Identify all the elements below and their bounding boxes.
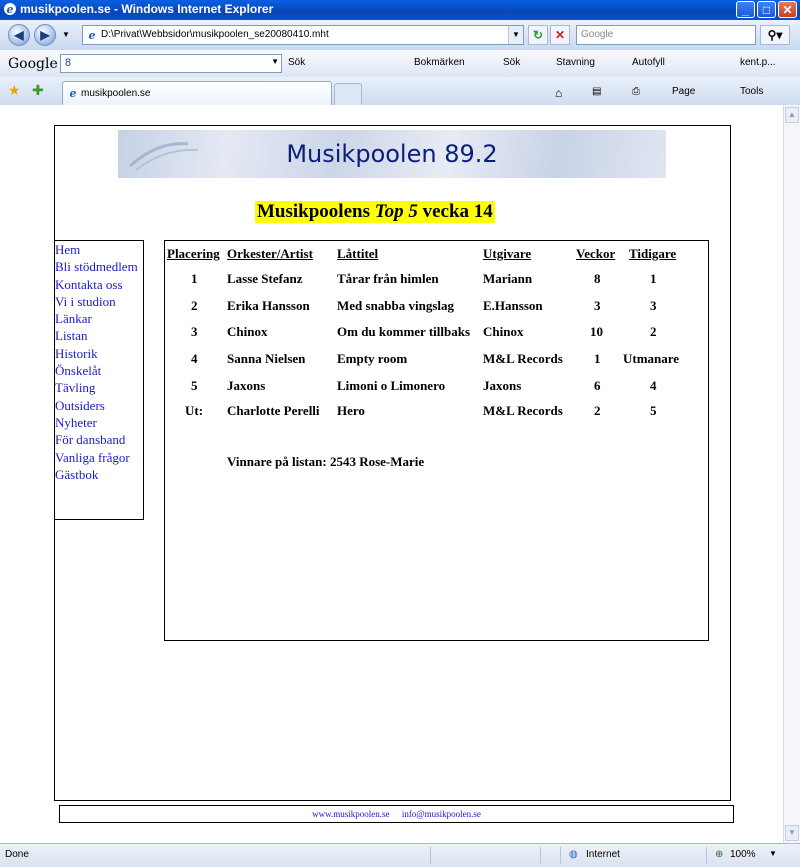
svg-text:e: e — [88, 29, 96, 41]
minimize-button[interactable]: _ — [736, 1, 755, 18]
svg-text:e: e — [6, 3, 14, 16]
tab-page-icon — [67, 87, 79, 99]
tools-menu[interactable]: Tools — [740, 86, 764, 97]
close-button[interactable]: ✕ — [778, 1, 797, 18]
google-dropdown-icon[interactable]: ▼ — [271, 57, 279, 66]
nav-bli-stodmedlem[interactable]: Bli stödmedlem — [55, 259, 138, 275]
winner-line — [227, 454, 424, 470]
maximize-button[interactable]: □ — [757, 1, 776, 18]
add-favorites-icon[interactable]: ✚ — [32, 82, 44, 98]
header-placering: Placering — [167, 246, 220, 261]
nav-nyheter[interactable]: Nyheter — [55, 414, 97, 430]
status-text: Done — [5, 849, 29, 860]
nav-hem[interactable]: Hem — [55, 242, 81, 257]
google-toolbar — [0, 50, 800, 78]
nav-for-dansband[interactable]: För dansband — [55, 432, 126, 448]
tab-bar — [0, 77, 800, 106]
window-title: musikpoolen.se - Windows Internet Explorer — [20, 2, 274, 16]
feeds-icon[interactable]: ▤ — [592, 86, 602, 97]
zoom-level[interactable]: 100% — [730, 849, 756, 860]
account-button[interactable]: kent.p... — [740, 57, 776, 68]
google-sok-button[interactable]: Sök — [503, 57, 521, 68]
page-footer — [59, 805, 734, 823]
header-tidigare: Tidigare — [629, 246, 677, 261]
page-frame — [54, 125, 731, 801]
google-search-input[interactable]: 8 ▼ — [60, 54, 282, 73]
search-button[interactable]: ⚲▾ — [760, 25, 790, 45]
home-icon[interactable]: ⌂ — [555, 86, 563, 100]
nav-vi-i-studion[interactable]: Vi i studion — [55, 293, 116, 309]
new-tab-button[interactable] — [334, 83, 362, 105]
header-artist: Orkester/Artist — [227, 246, 313, 261]
page-icon — [86, 29, 98, 41]
address-bar[interactable] — [82, 25, 524, 45]
scroll-down-icon[interactable]: ▼ — [785, 825, 799, 841]
banner — [118, 130, 666, 178]
footer-email-link[interactable]: info@musikpoolen.se — [401, 809, 481, 819]
google-search-button[interactable]: Sök — [288, 57, 306, 68]
favorites-star-icon[interactable]: ★ — [8, 82, 21, 98]
tab-label: musikpoolen.se — [81, 88, 151, 99]
print-icon[interactable]: ⎙ — [632, 86, 640, 97]
zoom-icon: ⊕ — [715, 849, 724, 860]
nav-lankar[interactable]: Länkar — [55, 311, 92, 327]
ie-logo-icon — [3, 2, 17, 16]
bookmarks-button[interactable]: Bokmärken — [414, 57, 465, 68]
nav-kontakta-oss[interactable]: Kontakta oss — [55, 276, 123, 292]
vertical-scrollbar[interactable] — [783, 105, 800, 843]
header-utgivare: Utgivare — [483, 246, 532, 261]
nav-gastbok[interactable]: Gästbok — [55, 466, 99, 482]
footer-website-link[interactable]: www.musikpoolen.se — [312, 809, 390, 819]
stop-button[interactable]: ✕ — [550, 25, 570, 45]
header-veckor: Veckor — [576, 246, 616, 261]
nav-onskelat[interactable]: Önskelåt — [55, 363, 102, 379]
nav-listan[interactable]: Listan — [55, 328, 88, 344]
svg-text:e: e — [69, 87, 77, 99]
header-lattitel: Låttitel — [337, 246, 379, 261]
security-zone: Internet — [586, 849, 620, 860]
search-input[interactable]: Google — [576, 25, 756, 45]
nav-historik[interactable]: Historik — [55, 345, 98, 361]
banner-title: Musikpoolen 89.2 — [286, 140, 498, 168]
page-viewport — [0, 105, 783, 843]
internet-zone-icon: ◍ — [569, 849, 578, 860]
address-dropdown-icon[interactable]: ▼ — [508, 26, 523, 44]
google-logo: Google — [8, 56, 58, 72]
side-nav — [55, 240, 144, 520]
window-title-bar — [0, 0, 800, 20]
autofill-button[interactable]: Autofyll — [632, 57, 665, 68]
status-bar — [0, 843, 800, 867]
back-button[interactable]: ◀ — [8, 24, 30, 46]
spellcheck-button[interactable]: Stavning — [556, 57, 595, 68]
page-heading: Musikpoolens Top 5 vecka 14 — [257, 201, 493, 222]
nav-tavling[interactable]: Tävling — [55, 380, 96, 396]
nav-vanliga-fragor[interactable]: Vanliga frågor — [55, 449, 130, 465]
forward-button[interactable]: ▶ — [34, 24, 56, 46]
winner-label: Vinnare på listan: — [227, 454, 327, 469]
refresh-button[interactable]: ↻ — [528, 25, 548, 45]
top5-table: Placering Orkester/Artist Låttitel Utgivare Veckor Tidigare 1 Lasse Stefanz Tårar från himlen Mariann 8 1 2 Erika Hansson Med snabba vingslag E.Hansson 3 3 3 Chinox Om du kommer tillbaks Chinox 10 2 4 Sanna Nielsen Empty room M&L Records 1 Utmanare 5 Jaxons Limoni o Limonero Jaxons 6 4 Ut: Charlotte Perelli Hero M&L Records 2 5 Vinnare på listan: 2543 Rose-Marie — [164, 240, 709, 641]
tab-musikpoolen[interactable] — [62, 81, 332, 105]
address-toolbar — [0, 20, 800, 51]
nav-outsiders[interactable]: Outsiders — [55, 397, 105, 413]
page-menu[interactable]: Page — [672, 86, 696, 97]
scroll-up-icon[interactable]: ▲ — [785, 107, 799, 123]
zoom-dropdown-icon[interactable]: ▼ — [769, 849, 777, 858]
address-url: D:\Privat\Webbsidor\musikpoolen_se20080410.mht — [101, 29, 329, 40]
winner-value: 2543 Rose-Marie — [329, 454, 425, 469]
history-dropdown-icon[interactable]: ▼ — [62, 30, 70, 39]
